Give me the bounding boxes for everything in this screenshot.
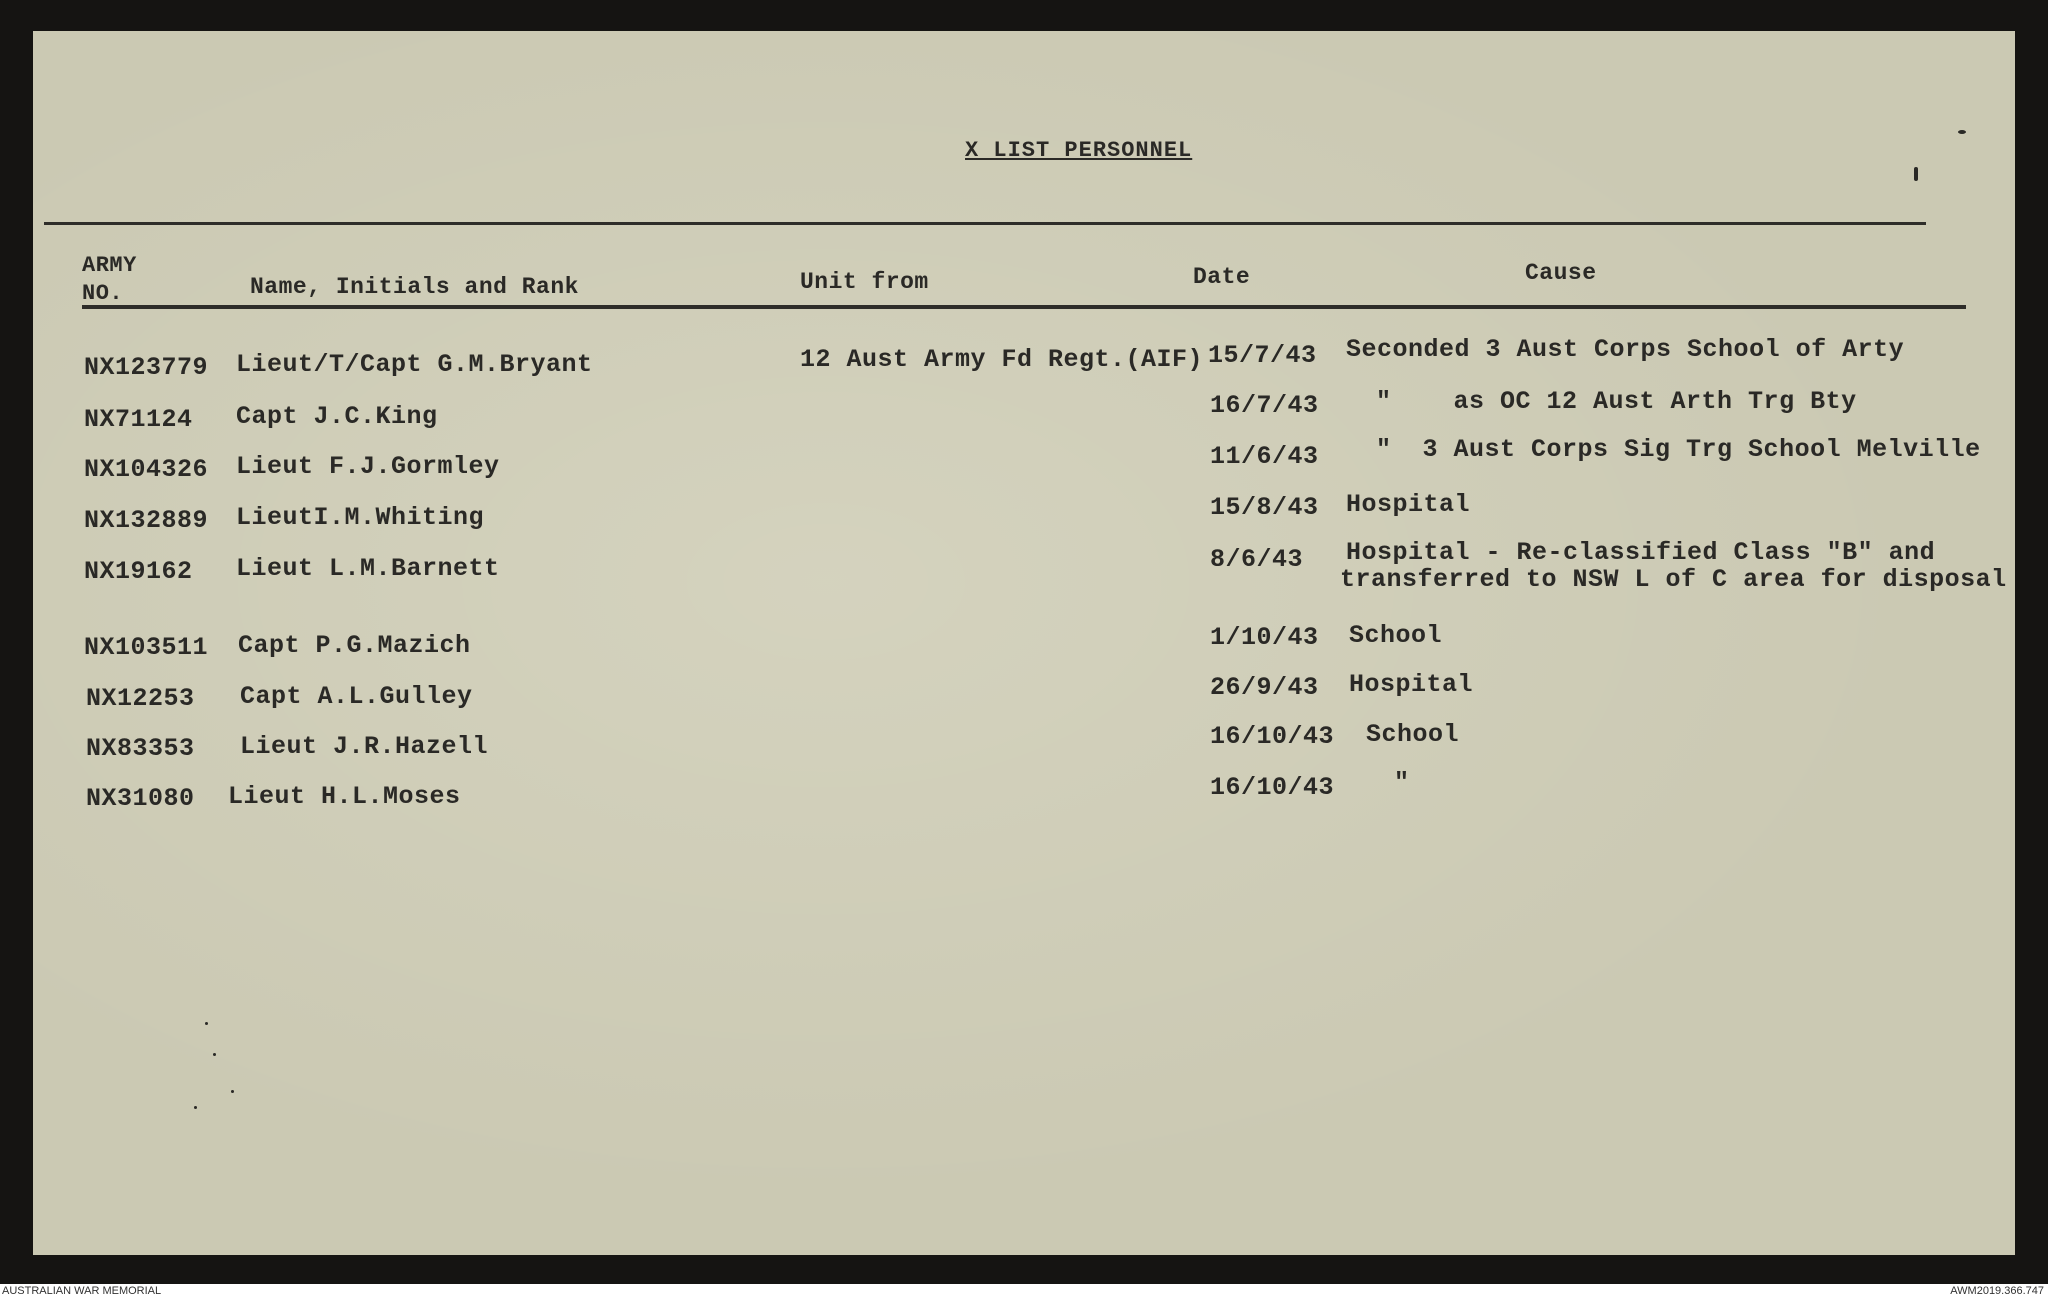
header-name: Name, Initials and Rank (250, 274, 579, 300)
row-6-date: 1/10/43 (1210, 623, 1319, 652)
row-5-cause-continued: transferred to NSW L of C area for disposal (1340, 565, 2007, 594)
row-8-army-no: NX83353 (86, 734, 195, 763)
ink-speck (213, 1053, 216, 1056)
row-3-date: 11/6/43 (1210, 442, 1319, 471)
row-1-name: Lieut/T/Capt G.M.Bryant (236, 350, 593, 379)
header-cause: Cause (1525, 260, 1597, 286)
ink-speck (1914, 167, 1918, 181)
row-4-cause: Hospital (1346, 490, 1471, 519)
row-4-name: LieutI.M.Whiting (236, 503, 485, 532)
row-4-army-no: NX132889 (84, 506, 209, 535)
row-9-cause: " (1394, 768, 1410, 797)
ink-speck (1958, 130, 1966, 134)
header-army-no (82, 252, 137, 308)
row-4-date: 15/8/43 (1210, 493, 1319, 522)
row-1-cause: Seconded 3 Aust Corps School of Arty (1346, 335, 1905, 364)
ink-speck (205, 1022, 208, 1025)
row-3-army-no: NX104326 (84, 455, 209, 484)
header-unit: Unit from (800, 269, 929, 295)
row-3-cause: " 3 Aust Corps Sig Trg School Melville (1376, 435, 1981, 464)
row-5-name: Lieut L.M.Barnett (236, 554, 500, 583)
row-1-date: 15/7/43 (1208, 341, 1317, 370)
row-5-army-no: NX19162 (84, 557, 193, 586)
row-5-date: 8/6/43 (1210, 545, 1304, 574)
row-7-cause: Hospital (1349, 670, 1474, 699)
header-date: Date (1193, 264, 1251, 290)
row-9-army-no: NX31080 (86, 784, 195, 813)
footer-accession-number: AWM2019.366.747 (1950, 1285, 2044, 1297)
row-2-date: 16/7/43 (1210, 391, 1319, 420)
row-5-cause: Hospital - Re-classified Class "B" and (1346, 538, 1936, 567)
header-rule (82, 305, 1966, 309)
header-army-no-line2: NO. (82, 281, 124, 306)
ink-speck (194, 1106, 197, 1109)
row-8-name: Lieut J.R.Hazell (240, 732, 489, 761)
row-9-date: 16/10/43 (1210, 773, 1335, 802)
row-7-date: 26/9/43 (1210, 673, 1319, 702)
row-2-army-no: NX71124 (84, 405, 193, 434)
row-7-name: Capt A.L.Gulley (240, 682, 473, 711)
top-rule (44, 222, 1926, 225)
row-2-name: Capt J.C.King (236, 402, 438, 431)
ink-speck (231, 1090, 234, 1093)
row-6-cause: School (1349, 621, 1443, 650)
document-title: X LIST PERSONNEL (965, 138, 1193, 163)
row-6-army-no: NX103511 (84, 633, 209, 662)
row-7-army-no: NX12253 (86, 684, 195, 713)
row-1-army-no: NX123779 (84, 353, 209, 382)
footer-institution: AUSTRALIAN WAR MEMORIAL (2, 1285, 162, 1297)
row-3-name: Lieut F.J.Gormley (236, 452, 500, 481)
row-8-date: 16/10/43 (1210, 722, 1335, 751)
row-9-name: Lieut H.L.Moses (228, 782, 461, 811)
row-2-cause: " as OC 12 Aust Arth Trg Bty (1376, 387, 1857, 416)
row-1-unit: 12 Aust Army Fd Regt.(AIF) (800, 345, 1204, 374)
row-6-name: Capt P.G.Mazich (238, 631, 471, 660)
header-army-no-line1: ARMY (82, 253, 137, 278)
row-8-cause: School (1366, 720, 1460, 749)
